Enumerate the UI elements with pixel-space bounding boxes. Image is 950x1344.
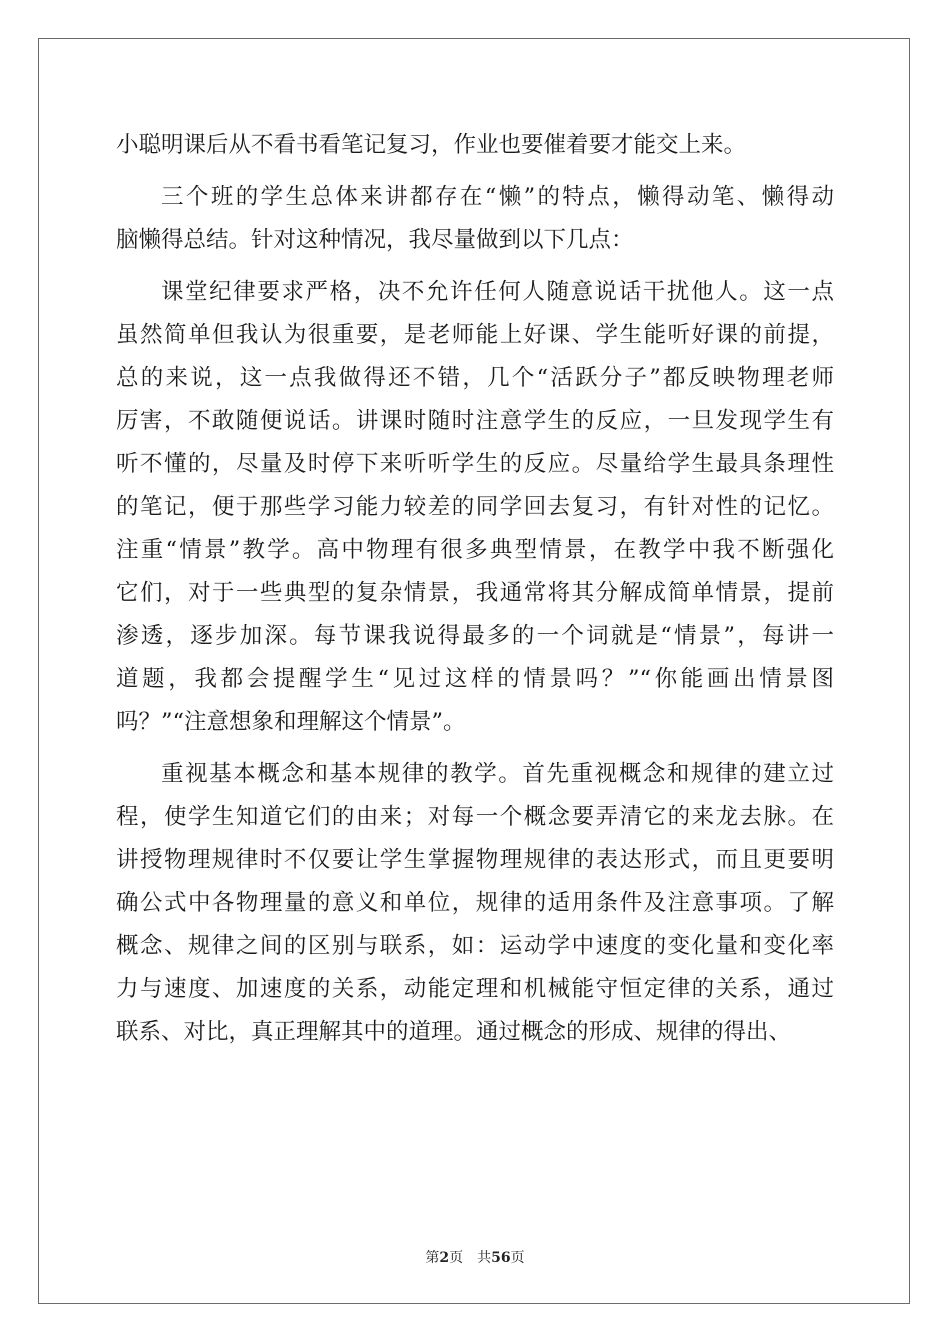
paragraph xyxy=(116,124,834,167)
total-pages: 56 xyxy=(491,1250,511,1266)
paragraph-line: 渗透，逐步加深。每节课我说得最多的一个词就是“情景”，每讲一 xyxy=(116,623,834,649)
paragraph-line: 厉害，不敢随便说话。讲课时随时注意学生的反应，一旦发现学生有 xyxy=(116,408,834,434)
paragraph-line: 课堂纪律要求严格，决不允许任何人随意说话干扰他人。这一点 xyxy=(161,279,834,305)
page-number: 2 xyxy=(439,1250,450,1266)
paragraph xyxy=(116,271,834,744)
paragraph-line: 听不懂的，尽量及时停下来听听学生的反应。尽量给学生最具条理性 xyxy=(116,451,834,477)
paragraph-line: 概念、规律之间的区别与联系，如：运动学中速度的变化量和变化率 xyxy=(116,933,834,959)
paragraph-line: 程，使学生知道它们的由来；对每一个概念要弄清它的来龙去脉。在 xyxy=(116,804,834,830)
paragraph-line: 它们，对于一些典型的复杂情景，我通常将其分解成简单情景，提前 xyxy=(116,580,834,606)
paragraph-line: 小聪明课后从不看书看笔记复习，作业也要催着要才能交上来。 xyxy=(116,132,747,158)
paragraph-line: 虽然简单但我认为很重要，是老师能上好课、学生能听好课的前提， xyxy=(116,322,834,348)
paragraph-line: 脑懒得总结。针对这种情况，我尽量做到以下几点： xyxy=(116,227,634,253)
page-footer xyxy=(0,1247,950,1267)
paragraph-line: 确公式中各物理量的意义和单位，规律的适用条件及注意事项。了解 xyxy=(116,890,834,916)
total-suffix: 页 xyxy=(510,1250,525,1266)
paragraph-line: 三个班的学生总体来讲都存在“懒”的特点，懒得动笔、懒得动 xyxy=(161,184,834,210)
paragraph xyxy=(116,176,834,262)
paragraph-line: 重视基本概念和基本规律的教学。首先重视概念和规律的建立过 xyxy=(161,761,834,787)
paragraph-line: 讲授物理规律时不仅要让学生掌握物理规律的表达形式，而且更要明 xyxy=(116,847,834,873)
page-prefix: 第 xyxy=(425,1250,440,1266)
document-body xyxy=(116,124,834,1054)
paragraph-line: 注重“情景”教学。高中物理有很多典型情景，在教学中我不断强化 xyxy=(116,537,834,563)
paragraph-line: 总的来说，这一点我做得还不错，几个“活跃分子”都反映物理老师 xyxy=(116,365,834,391)
paragraph-line: 道题，我都会提醒学生“见过这样的情景吗？”“你能画出情景图 xyxy=(116,666,834,692)
total-prefix: 共 xyxy=(477,1250,492,1266)
paragraph-line: 的笔记，便于那些学习能力较差的同学回去复习，有针对性的记忆。 xyxy=(116,494,834,520)
paragraph-line: 吗？”“注意想象和理解这个情景”。 xyxy=(116,709,466,735)
paragraph xyxy=(116,753,834,1054)
page-suffix: 页 xyxy=(449,1250,464,1266)
paragraph-line: 联系、对比，真正理解其中的道理。通过概念的形成、规律的得出、 xyxy=(116,1019,792,1045)
paragraph-line: 力与速度、加速度的关系，动能定理和机械能守恒定律的关系，通过 xyxy=(116,976,834,1002)
